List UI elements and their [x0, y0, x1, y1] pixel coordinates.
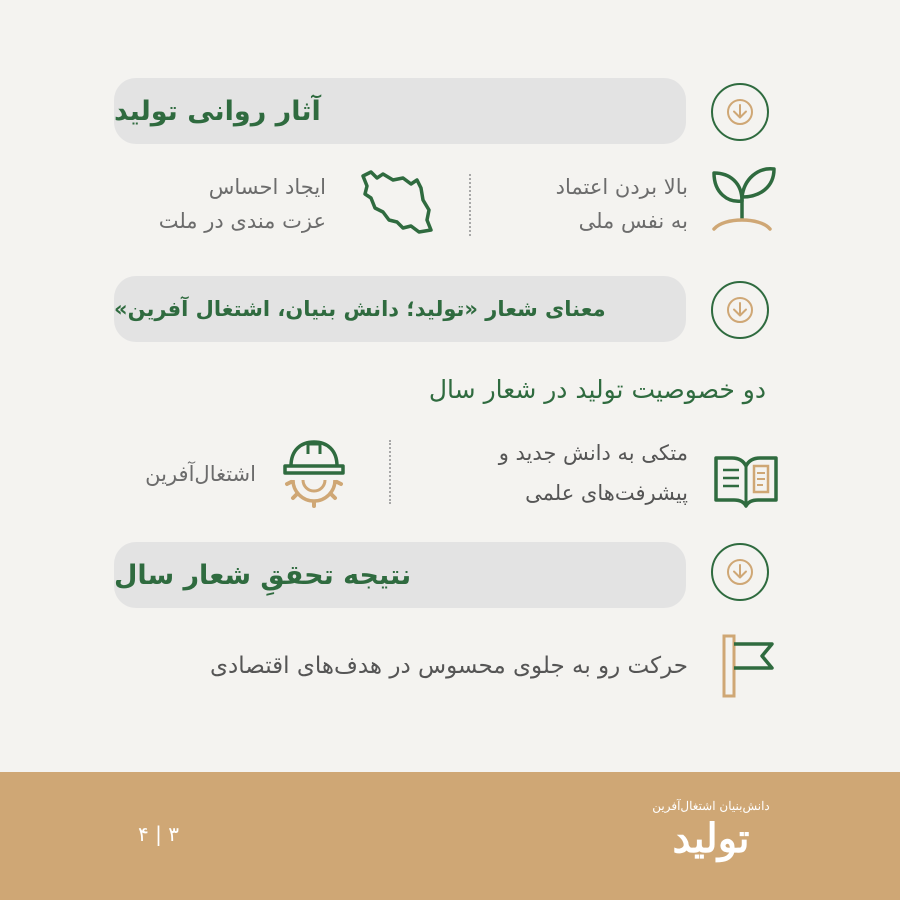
book-icon: [712, 448, 780, 510]
feature-knowledge-based: [388, 433, 688, 513]
result-text: حرکت رو به جلوی محسوس در هدف‌های اقتصادی: [210, 653, 688, 679]
section-title: معنای شعار «تولید؛ دانش بنیان، اشتغال آفرین»: [114, 297, 606, 321]
section-title-pill: [114, 542, 686, 608]
divider: [389, 440, 391, 504]
logo-text: تولید: [672, 815, 750, 862]
page-indicator: ۴ | ۳: [138, 822, 179, 846]
item-line: به نفس ملی: [578, 209, 688, 233]
section-title-pill: [114, 276, 686, 342]
section-toggle-button[interactable]: [711, 543, 769, 601]
section-title: آثار روانی تولید: [114, 95, 321, 127]
feature-job-creating: اشتغال‌آفرین: [145, 462, 256, 486]
flag-icon: [714, 632, 778, 698]
iran-map-icon: [357, 166, 437, 238]
arrow-down-icon: [725, 295, 755, 325]
arrow-down-icon: [725, 557, 755, 587]
footer-bar: [0, 772, 900, 900]
item-line: متکی به دانش جدید و: [498, 441, 688, 465]
divider: [469, 174, 471, 236]
section-toggle-button[interactable]: [711, 281, 769, 339]
item-line: عزت مندی در ملت: [158, 209, 326, 233]
logo: [636, 790, 786, 886]
logo-subtext: دانش‌بنیان اشتغال‌آفرین: [652, 799, 770, 813]
arrow-down-icon: [725, 97, 755, 127]
section-title: نتیجه تحققِ شعار سال: [114, 559, 412, 591]
item-line: ایجاد احساس: [208, 175, 326, 199]
item-line: پیشرفت‌های علمی: [525, 481, 688, 505]
item-line: بالا بردن اعتماد: [555, 175, 688, 199]
helmet-gear-icon: [281, 436, 347, 508]
section-title-pill: [114, 78, 686, 144]
section-subtitle: دو خصوصیت تولید در شعار سال: [428, 375, 766, 404]
sprout-icon: [706, 163, 778, 235]
section-toggle-button[interactable]: [711, 83, 769, 141]
mental-effect-dignity: [106, 170, 326, 238]
mental-effect-confidence: [488, 170, 688, 238]
